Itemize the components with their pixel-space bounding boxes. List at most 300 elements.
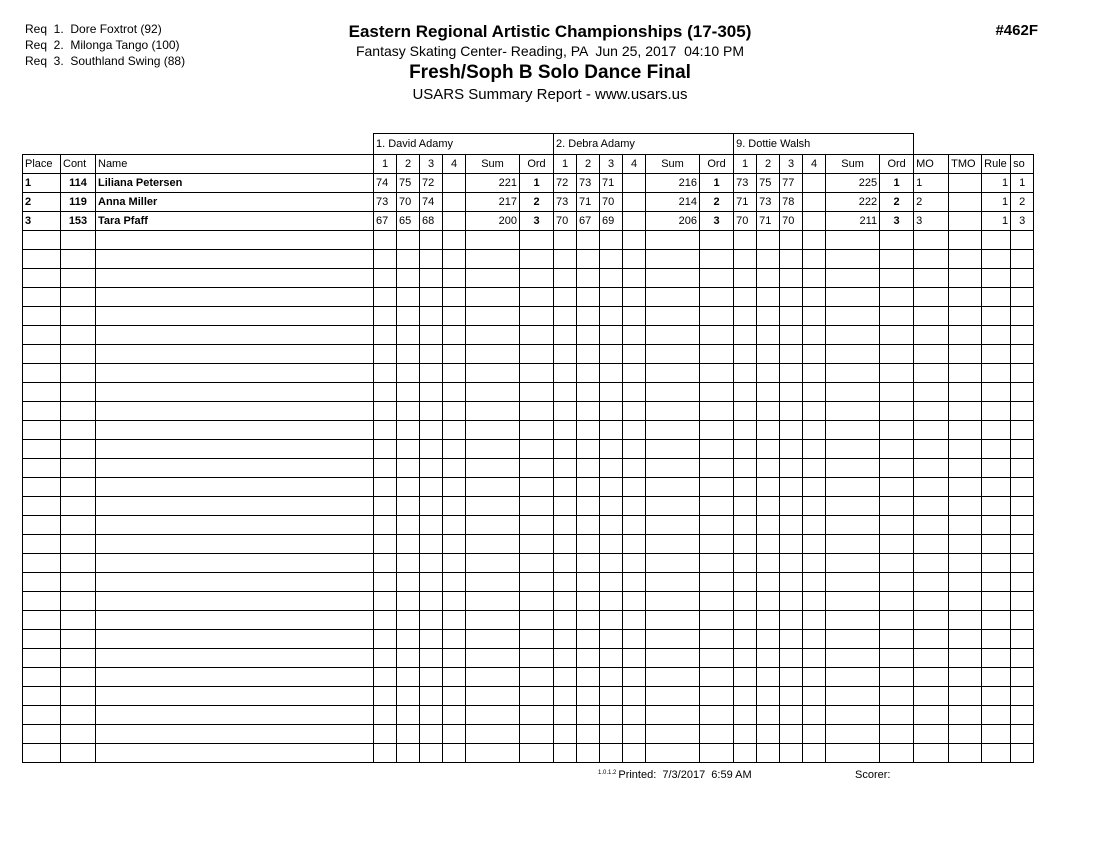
- score-cell: [803, 288, 826, 307]
- sum-cell: [826, 383, 880, 402]
- mo-cell: 2: [914, 193, 949, 212]
- score-cell: [623, 592, 646, 611]
- ord-cell: [700, 592, 734, 611]
- mo-cell: [914, 535, 949, 554]
- sum-cell: [466, 516, 520, 535]
- place-cell: [23, 725, 61, 744]
- score-cell: [374, 421, 397, 440]
- sum-cell: [646, 269, 700, 288]
- so-cell: [1011, 630, 1034, 649]
- sum-cell: 217: [466, 193, 520, 212]
- score-cell: [623, 554, 646, 573]
- score-cell: [757, 383, 780, 402]
- score-cell: [554, 307, 577, 326]
- score-cell: [623, 459, 646, 478]
- score-cell: [803, 212, 826, 231]
- score-cell: [734, 269, 757, 288]
- tmo-cell: [949, 478, 982, 497]
- score-cell: [623, 307, 646, 326]
- tmo-cell: [949, 212, 982, 231]
- score-cell: [577, 421, 600, 440]
- score-cell: [803, 231, 826, 250]
- name-cell: [96, 421, 374, 440]
- score-cell: [803, 250, 826, 269]
- j1-col-header-3: 3: [420, 155, 443, 174]
- score-cell: [374, 668, 397, 687]
- score-cell: [623, 421, 646, 440]
- score-cell: [600, 649, 623, 668]
- score-cell: [757, 307, 780, 326]
- name-cell: [96, 554, 374, 573]
- score-cell: [443, 573, 466, 592]
- score-cell: [420, 573, 443, 592]
- cont-cell: [61, 725, 96, 744]
- score-cell: [397, 497, 420, 516]
- name-cell: [96, 535, 374, 554]
- score-cell: [443, 402, 466, 421]
- score-cell: [374, 725, 397, 744]
- ord-cell: [520, 269, 554, 288]
- place-cell: [23, 383, 61, 402]
- ord-cell: [880, 725, 914, 744]
- empty-row: [23, 250, 1034, 269]
- rule-cell: [982, 516, 1011, 535]
- score-cell: [420, 554, 443, 573]
- score-cell: [443, 440, 466, 459]
- ord-cell: [520, 744, 554, 763]
- sum-cell: [826, 231, 880, 250]
- so-cell: [1011, 592, 1034, 611]
- rule-cell: [982, 421, 1011, 440]
- rule-cell: [982, 478, 1011, 497]
- score-cell: [577, 250, 600, 269]
- score-cell: [803, 516, 826, 535]
- j2-col-header-3: 3: [600, 155, 623, 174]
- empty-row: [23, 345, 1034, 364]
- score-cell: [757, 554, 780, 573]
- score-cell: [600, 383, 623, 402]
- score-cell: [803, 687, 826, 706]
- score-cell: [734, 326, 757, 345]
- score-cell: 71: [577, 193, 600, 212]
- name-cell: [96, 611, 374, 630]
- judge-row-spacer-right: [914, 134, 1034, 155]
- score-cell: [780, 668, 803, 687]
- sum-cell: [466, 535, 520, 554]
- ord-cell: [520, 649, 554, 668]
- ord-cell: [700, 231, 734, 250]
- mo-cell: [914, 725, 949, 744]
- sum-cell: [646, 668, 700, 687]
- ord-cell: [700, 535, 734, 554]
- score-cell: [443, 535, 466, 554]
- score-cell: [397, 269, 420, 288]
- cont-cell: [61, 630, 96, 649]
- sum-cell: [826, 516, 880, 535]
- score-cell: [554, 744, 577, 763]
- score-cell: [780, 554, 803, 573]
- score-cell: 70: [600, 193, 623, 212]
- score-cell: 71: [734, 193, 757, 212]
- ord-cell: [520, 611, 554, 630]
- score-cell: [734, 535, 757, 554]
- ord-cell: [520, 383, 554, 402]
- ord-cell: 3: [700, 212, 734, 231]
- ord-cell: [520, 592, 554, 611]
- sum-cell: [646, 535, 700, 554]
- tmo-cell: [949, 573, 982, 592]
- place-cell: [23, 573, 61, 592]
- score-cell: [397, 744, 420, 763]
- score-cell: [757, 573, 780, 592]
- score-cell: [600, 269, 623, 288]
- score-cell: [443, 326, 466, 345]
- rule-cell: [982, 497, 1011, 516]
- ord-cell: [880, 231, 914, 250]
- score-cell: [577, 345, 600, 364]
- tmo-cell: [949, 497, 982, 516]
- ord-cell: [700, 364, 734, 383]
- score-cell: [780, 592, 803, 611]
- score-cell: [397, 668, 420, 687]
- rule-cell: [982, 611, 1011, 630]
- ord-cell: [880, 611, 914, 630]
- score-cell: [577, 478, 600, 497]
- score-cell: [623, 478, 646, 497]
- result-row: [23, 193, 1034, 212]
- score-cell: [780, 326, 803, 345]
- ord-cell: [520, 478, 554, 497]
- mo-cell: [914, 592, 949, 611]
- name-cell: [96, 725, 374, 744]
- score-cell: [420, 668, 443, 687]
- so-cell: [1011, 326, 1034, 345]
- name-cell: [96, 269, 374, 288]
- score-cell: [420, 535, 443, 554]
- sum-cell: [826, 725, 880, 744]
- score-cell: [600, 364, 623, 383]
- score-cell: [420, 288, 443, 307]
- score-cell: [554, 478, 577, 497]
- score-cell: [623, 630, 646, 649]
- ord-cell: [880, 478, 914, 497]
- rule-cell: 1: [982, 193, 1011, 212]
- ord-cell: [880, 573, 914, 592]
- place-cell: [23, 497, 61, 516]
- score-cell: [780, 706, 803, 725]
- score-cell: [600, 250, 623, 269]
- so-cell: [1011, 250, 1034, 269]
- ord-cell: 1: [880, 174, 914, 193]
- rule-cell: [982, 459, 1011, 478]
- score-cell: [803, 725, 826, 744]
- sum-cell: 214: [646, 193, 700, 212]
- empty-row: [23, 611, 1034, 630]
- sum-cell: [646, 744, 700, 763]
- score-cell: [600, 459, 623, 478]
- empty-row: [23, 535, 1034, 554]
- score-cell: [554, 630, 577, 649]
- score-cell: [397, 250, 420, 269]
- score-cell: [577, 554, 600, 573]
- score-cell: [577, 725, 600, 744]
- mo-cell: [914, 250, 949, 269]
- score-cell: [397, 307, 420, 326]
- score-cell: [734, 687, 757, 706]
- score-cell: [577, 611, 600, 630]
- sum-cell: [646, 706, 700, 725]
- sum-cell: [826, 459, 880, 478]
- ord-cell: [880, 516, 914, 535]
- score-cell: [420, 706, 443, 725]
- cont-cell: [61, 478, 96, 497]
- score-cell: [734, 421, 757, 440]
- score-cell: [757, 250, 780, 269]
- score-cell: 67: [577, 212, 600, 231]
- empty-row: [23, 497, 1034, 516]
- sum-cell: [826, 421, 880, 440]
- score-cell: [734, 383, 757, 402]
- ord-cell: [700, 668, 734, 687]
- sum-cell: [466, 402, 520, 421]
- tmo-cell: [949, 535, 982, 554]
- sum-cell: [646, 725, 700, 744]
- score-cell: [803, 630, 826, 649]
- empty-row: [23, 402, 1034, 421]
- score-cell: [397, 554, 420, 573]
- score-cell: [554, 592, 577, 611]
- score-cell: [397, 516, 420, 535]
- rule-cell: [982, 592, 1011, 611]
- score-cell: [734, 250, 757, 269]
- score-cell: [443, 212, 466, 231]
- cont-cell: [61, 269, 96, 288]
- place-cell: [23, 649, 61, 668]
- so-cell: 2: [1011, 193, 1034, 212]
- empty-row: [23, 706, 1034, 725]
- sum-cell: [826, 554, 880, 573]
- place-cell: [23, 706, 61, 725]
- ord-cell: [880, 402, 914, 421]
- score-cell: [600, 307, 623, 326]
- score-cell: [420, 611, 443, 630]
- score-cell: [443, 744, 466, 763]
- sum-cell: [646, 630, 700, 649]
- mo-cell: [914, 611, 949, 630]
- place-cell: [23, 668, 61, 687]
- empty-row: [23, 630, 1034, 649]
- ord-cell: [880, 421, 914, 440]
- ord-cell: [880, 592, 914, 611]
- cont-cell: [61, 345, 96, 364]
- empty-row: [23, 288, 1034, 307]
- score-cell: [600, 345, 623, 364]
- score-cell: [577, 630, 600, 649]
- cont-cell: 114: [61, 174, 96, 193]
- score-cell: [623, 535, 646, 554]
- judge-3-name: 9. Dottie Walsh: [734, 134, 914, 155]
- score-cell: [420, 269, 443, 288]
- score-cell: [374, 649, 397, 668]
- ord-cell: [880, 535, 914, 554]
- ord-cell: [520, 535, 554, 554]
- sum-cell: [646, 288, 700, 307]
- so-cell: [1011, 459, 1034, 478]
- place-cell: [23, 592, 61, 611]
- mo-cell: [914, 706, 949, 725]
- cont-cell: [61, 706, 96, 725]
- so-cell: [1011, 649, 1034, 668]
- score-cell: [420, 592, 443, 611]
- j3-col-header-ord: Ord: [880, 155, 914, 174]
- sum-cell: 221: [466, 174, 520, 193]
- place-cell: [23, 459, 61, 478]
- score-cell: [554, 421, 577, 440]
- score-cell: [420, 630, 443, 649]
- rule-cell: [982, 630, 1011, 649]
- ord-cell: [700, 288, 734, 307]
- place-cell: [23, 364, 61, 383]
- required-dance-2: Req 2. Milonga Tango (100): [25, 38, 180, 52]
- score-cell: [803, 459, 826, 478]
- ord-cell: [520, 326, 554, 345]
- score-cell: [443, 174, 466, 193]
- j1-col-header-sum: Sum: [466, 155, 520, 174]
- score-cell: [734, 668, 757, 687]
- name-cell: [96, 459, 374, 478]
- score-cell: [757, 535, 780, 554]
- sum-cell: [646, 364, 700, 383]
- score-cell: [420, 459, 443, 478]
- so-cell: [1011, 402, 1034, 421]
- score-cell: [577, 288, 600, 307]
- ord-cell: [880, 288, 914, 307]
- ord-cell: [880, 440, 914, 459]
- score-cell: 73: [554, 193, 577, 212]
- so-cell: [1011, 573, 1034, 592]
- score-cell: [757, 231, 780, 250]
- mo-cell: [914, 288, 949, 307]
- report-footer: [0, 767, 1100, 785]
- score-cell: [600, 402, 623, 421]
- score-cell: 70: [397, 193, 420, 212]
- place-cell: [23, 326, 61, 345]
- cont-cell: [61, 649, 96, 668]
- cont-cell: [61, 687, 96, 706]
- so-cell: [1011, 535, 1034, 554]
- score-cell: [623, 269, 646, 288]
- score-cell: [734, 592, 757, 611]
- score-cell: 75: [757, 174, 780, 193]
- sum-cell: [826, 250, 880, 269]
- mo-cell: [914, 573, 949, 592]
- score-cell: [780, 516, 803, 535]
- score-cell: [623, 573, 646, 592]
- score-cell: [397, 231, 420, 250]
- score-cell: [554, 573, 577, 592]
- score-cell: [803, 326, 826, 345]
- sum-cell: 222: [826, 193, 880, 212]
- sum-cell: [646, 687, 700, 706]
- ord-cell: 2: [520, 193, 554, 212]
- score-cell: [374, 630, 397, 649]
- score-cell: [577, 592, 600, 611]
- tmo-cell: [949, 269, 982, 288]
- empty-row: [23, 231, 1034, 250]
- j2-col-header-2: 2: [577, 155, 600, 174]
- score-cell: [757, 402, 780, 421]
- so-cell: [1011, 478, 1034, 497]
- score-cell: [397, 706, 420, 725]
- score-cell: [554, 554, 577, 573]
- tmo-cell: [949, 193, 982, 212]
- name-cell: [96, 440, 374, 459]
- score-cell: [623, 668, 646, 687]
- judge-2-name: 2. Debra Adamy: [554, 134, 734, 155]
- score-cell: [600, 421, 623, 440]
- empty-row: [23, 326, 1034, 345]
- sum-cell: [646, 250, 700, 269]
- rule-cell: [982, 744, 1011, 763]
- score-cell: [554, 326, 577, 345]
- score-cell: [757, 687, 780, 706]
- ord-cell: [700, 250, 734, 269]
- name-cell: [96, 668, 374, 687]
- sum-cell: [466, 478, 520, 497]
- score-cell: [554, 687, 577, 706]
- cont-cell: [61, 668, 96, 687]
- name-cell: [96, 307, 374, 326]
- score-cell: [374, 706, 397, 725]
- score-cell: [443, 649, 466, 668]
- score-cell: [600, 592, 623, 611]
- score-cell: [554, 516, 577, 535]
- sum-cell: [466, 231, 520, 250]
- so-cell: [1011, 307, 1034, 326]
- score-cell: [374, 402, 397, 421]
- score-cell: [554, 535, 577, 554]
- column-header-row: [23, 155, 1034, 174]
- score-cell: 74: [374, 174, 397, 193]
- score-cell: [780, 402, 803, 421]
- cont-cell: [61, 440, 96, 459]
- score-cell: [443, 497, 466, 516]
- place-cell: [23, 630, 61, 649]
- score-cell: [443, 459, 466, 478]
- cont-cell: [61, 497, 96, 516]
- ord-cell: [520, 421, 554, 440]
- score-cell: [780, 478, 803, 497]
- score-cell: [623, 193, 646, 212]
- sum-cell: [826, 649, 880, 668]
- col-header-tmo: TMO: [949, 155, 982, 174]
- score-cell: [757, 345, 780, 364]
- empty-row: [23, 592, 1034, 611]
- printed-label: Printed: 7/3/2017 6:59 AM: [618, 769, 752, 781]
- score-cell: [577, 687, 600, 706]
- score-cell: [780, 269, 803, 288]
- score-cell: [577, 706, 600, 725]
- ord-cell: [700, 573, 734, 592]
- score-cell: [600, 288, 623, 307]
- cont-cell: [61, 250, 96, 269]
- col-header-rule: Rule: [982, 155, 1011, 174]
- score-cell: [374, 535, 397, 554]
- score-cell: [734, 288, 757, 307]
- score-cell: [397, 345, 420, 364]
- score-cell: [623, 364, 646, 383]
- rule-cell: 1: [982, 174, 1011, 193]
